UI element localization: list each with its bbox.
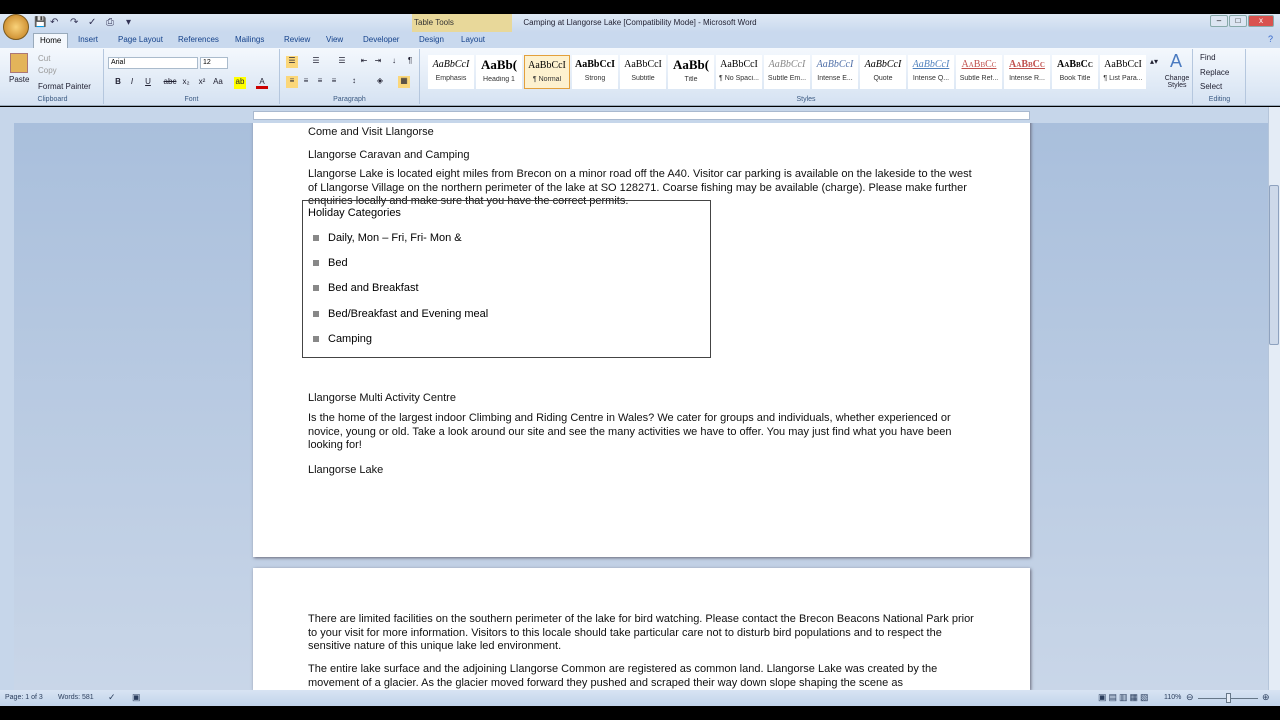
style-sample: AaBbCcI xyxy=(1104,59,1142,70)
increase-indent-button[interactable]: ⇥ xyxy=(374,56,382,65)
holiday-categories-box xyxy=(302,200,711,358)
style-name: Book Title xyxy=(1059,75,1091,82)
cut-button[interactable]: Cut xyxy=(38,54,51,63)
scrollbar-thumb[interactable] xyxy=(1269,185,1279,345)
justify-button[interactable]: ≡ xyxy=(331,76,337,85)
minimize-button[interactable]: – xyxy=(1210,15,1228,27)
style-sample: AaBbCcI xyxy=(574,59,615,70)
style-title[interactable] xyxy=(668,55,714,89)
tab-references[interactable]: References xyxy=(178,35,219,44)
style-intense-emphasis[interactable] xyxy=(812,55,858,89)
style-sample: AaBb( xyxy=(480,57,518,72)
paste-icon[interactable] xyxy=(10,53,28,73)
font-size-select[interactable]: 12 xyxy=(200,57,228,69)
shading-button[interactable]: ◈ xyxy=(376,76,384,85)
style-sample: AaBbCcI xyxy=(864,59,902,70)
font-group xyxy=(104,49,280,104)
style-sample: AaBbCcI xyxy=(720,59,758,70)
zoom-out-icon[interactable]: ⊖ xyxy=(1186,692,1194,702)
style-name: Subtitle xyxy=(631,75,655,82)
zoom-in-icon[interactable]: ⊕ xyxy=(1262,692,1270,702)
font-color-button[interactable]: A xyxy=(256,77,268,89)
paragraph-location: Llangorse Lake is located eight miles from Brecon on a minor road off the A40. Visitor car parking is available on the lakeside to the west of Llangorse Village on the northern perimeter of the lake at SO 128271. Coarse fishing may be available (charge). Please make further enquiries locally and make sure that you have the correct permits. xyxy=(308,168,972,207)
paragraph-label: Paragraph xyxy=(333,96,366,103)
spelling-icon[interactable]: ✓ xyxy=(88,17,97,28)
zoom-slider-thumb[interactable] xyxy=(1226,693,1231,703)
style-name: Emphasis xyxy=(435,75,467,82)
undo-icon[interactable]: ↶ xyxy=(50,17,59,28)
paragraph-activity: Is the home of the largest indoor Climbing and Riding Centre in Wales? We cater for groups and individuals, whether experienced or novice, young or old. Take a look around our site and see the many activities we have to offer. You may just find what you have been looking for! xyxy=(308,412,952,451)
style-sample: AaBb( xyxy=(672,57,710,72)
center-button[interactable]: ≡ xyxy=(303,76,309,85)
tab-layout[interactable]: Layout xyxy=(461,35,486,44)
word-count[interactable]: Words: 581 xyxy=(58,694,94,701)
vertical-ruler[interactable] xyxy=(0,123,14,690)
tab-developer[interactable]: Developer xyxy=(363,35,400,44)
styles-group xyxy=(420,49,1193,104)
style-sample: AaBbCc xyxy=(1057,59,1093,70)
paste-button[interactable]: Paste xyxy=(9,75,30,84)
style-sample: AaBbCcI xyxy=(432,59,470,70)
styles-scroll-button[interactable]: ▴▾ xyxy=(1150,57,1159,66)
style-name: ¶ List Para... xyxy=(1103,75,1143,82)
list-item: Bed and Breakfast xyxy=(328,282,419,294)
paragraph-common-land: The entire lake surface and the adjoining Llangorse Common are registered as common land. Llangorse Lake was created by the movement of a glacier. As the glacier moved forward they pushed and scraped their way down slope shaping the scene as xyxy=(308,663,938,689)
ribbon-tabs xyxy=(0,32,1280,48)
highlight-button[interactable]: ab xyxy=(234,77,246,89)
heading-activity-centre: Llangorse Multi Activity Centre xyxy=(308,392,456,404)
find-button[interactable]: Find xyxy=(1200,53,1216,62)
style-intense-quote[interactable] xyxy=(908,55,954,89)
align-right-button[interactable]: ≡ xyxy=(317,76,323,85)
style-sample: AaBbCcI xyxy=(528,60,566,71)
bullets-button[interactable]: ☰ xyxy=(286,56,298,68)
style-sample: AaBbCc xyxy=(1009,59,1045,70)
style-sample: AaBbCc xyxy=(961,59,997,70)
tab-review[interactable]: Review xyxy=(284,35,311,44)
editing-group xyxy=(1194,49,1246,104)
subheading-caravan: Llangorse Caravan and Camping xyxy=(308,149,470,161)
style-list-paragraph[interactable] xyxy=(1100,55,1146,89)
style-name: Heading 1 xyxy=(483,76,515,83)
style-name: Strong xyxy=(584,75,606,82)
view-buttons[interactable]: ▣▤▥▦▧ xyxy=(1098,692,1151,702)
borders-button[interactable]: ▦ xyxy=(398,76,410,88)
save-icon[interactable]: 💾 xyxy=(34,17,47,28)
strikethrough-button[interactable]: abc xyxy=(163,77,177,86)
style-name: Intense Q... xyxy=(912,75,950,82)
copy-button[interactable]: Copy xyxy=(38,66,57,75)
style-sample: AaBbCcI xyxy=(624,59,662,70)
list-item: Bed/Breakfast and Evening meal xyxy=(328,308,489,320)
customize-qat[interactable]: ▾ xyxy=(126,17,132,28)
tab-design[interactable]: Design xyxy=(419,35,444,44)
proofing-icon[interactable]: ✓ xyxy=(108,692,116,702)
format-painter-button[interactable]: Format Painter xyxy=(38,82,91,91)
style-name: ¶ No Spaci... xyxy=(719,75,759,82)
style-intense-reference[interactable] xyxy=(1004,55,1050,89)
document-area xyxy=(14,123,1268,690)
help-icon[interactable]: ? xyxy=(1268,34,1274,44)
style-subtle-reference[interactable] xyxy=(956,55,1002,89)
table-tools-label: Table Tools xyxy=(412,14,512,32)
style-book-title[interactable] xyxy=(1052,55,1098,89)
style-emphasis[interactable] xyxy=(428,55,474,89)
tab-view[interactable]: View xyxy=(326,35,344,44)
macro-icon[interactable]: ▣ xyxy=(132,692,141,702)
bullet-icon xyxy=(313,311,319,317)
style-name: Title xyxy=(684,76,698,83)
style-heading-1[interactable] xyxy=(476,55,522,89)
style-name: Quote xyxy=(873,75,893,82)
zoom-level[interactable]: 110% xyxy=(1164,694,1182,701)
font-label: Font xyxy=(184,96,199,103)
heading-llangorse-lake: Llangorse Lake xyxy=(308,464,384,476)
maximize-button[interactable]: □ xyxy=(1229,15,1247,27)
clipboard-group xyxy=(2,49,104,104)
underline-button[interactable]: U xyxy=(145,77,151,86)
numbering-button[interactable]: ☰ xyxy=(312,56,320,65)
status-bar xyxy=(0,690,1280,706)
style-name: Intense E... xyxy=(817,75,853,82)
bullet-icon xyxy=(313,260,319,266)
change-styles-button[interactable]: Change Styles xyxy=(1164,75,1190,89)
select-button[interactable]: Select xyxy=(1200,82,1223,91)
clipboard-label: Clipboard xyxy=(37,96,68,103)
style-name: Intense R... xyxy=(1009,75,1045,82)
align-left-button[interactable]: ≡ xyxy=(286,76,298,88)
show-hide-button[interactable]: ¶ xyxy=(407,56,413,65)
style-sample: AaBbCcI xyxy=(768,59,806,70)
list-item: Daily, Mon – Fri, Fri- Mon & xyxy=(328,232,462,244)
bullet-icon xyxy=(313,336,319,342)
close-button[interactable]: x xyxy=(1248,15,1274,27)
tab-home[interactable]: Home xyxy=(33,33,68,48)
heading-come-and-visit: Come and Visit Llangorse xyxy=(308,126,434,138)
style-name: ¶ Normal xyxy=(532,76,562,83)
ruler-scale[interactable] xyxy=(253,111,1030,120)
line-spacing-button[interactable]: ↕ xyxy=(352,76,356,85)
list-item: Camping xyxy=(328,333,373,345)
italic-button[interactable]: I xyxy=(130,77,134,86)
list-item: Bed xyxy=(328,257,348,269)
font-name-select[interactable]: Arial xyxy=(108,57,198,69)
style-name: Subtle Em... xyxy=(767,75,807,82)
window-title: Camping at Llangorse Lake [Compatibility Mode] - Microsoft Word xyxy=(523,18,757,27)
decrease-indent-button[interactable]: ⇤ xyxy=(360,56,368,65)
subscript-button[interactable]: x₂ xyxy=(182,77,190,86)
replace-button[interactable]: Replace xyxy=(1200,68,1230,77)
style-quote[interactable] xyxy=(860,55,906,89)
style-sample: AaBbCcI xyxy=(912,59,950,70)
bullet-icon xyxy=(313,235,319,241)
style-sample: AaBbCcI xyxy=(816,59,854,70)
ribbon xyxy=(0,48,1280,106)
change-case-button[interactable]: Aa xyxy=(213,77,223,86)
style-subtitle[interactable] xyxy=(620,55,666,89)
style-strong[interactable] xyxy=(572,55,618,89)
style-name: Subtle Ref... xyxy=(959,75,999,82)
bold-button[interactable]: B xyxy=(115,77,121,86)
sort-button[interactable]: ↓ xyxy=(392,56,396,65)
page-1[interactable] xyxy=(253,123,1030,557)
style-normal[interactable] xyxy=(524,55,570,89)
page-2[interactable] xyxy=(253,568,1030,690)
tab-insert[interactable]: Insert xyxy=(78,35,99,44)
box-title: Holiday Categories xyxy=(308,207,401,219)
redo-icon[interactable]: ↷ xyxy=(70,17,79,28)
style-no-spacing[interactable] xyxy=(716,55,762,89)
tab-mailings[interactable]: Mailings xyxy=(235,35,265,44)
change-styles-icon[interactable]: A xyxy=(1170,51,1183,71)
page-count[interactable]: Page: 1 of 3 xyxy=(5,694,43,701)
editing-label: Editing xyxy=(1208,96,1231,103)
paragraph-bird-watching: There are limited facilities on the southern perimeter of the lake for bird watching. Please contact the Brecon Beacons National Park prior to your visit for more information. Visitors to this locale should take particular care not to disturb bird populations and to respect the sensitive nature of this unique lake led environment. xyxy=(308,613,974,652)
styles-label: Styles xyxy=(796,96,816,103)
bullet-icon xyxy=(313,285,319,291)
office-button[interactable] xyxy=(3,14,29,40)
paragraph-group xyxy=(280,49,420,104)
superscript-button[interactable]: x² xyxy=(198,77,206,86)
print-icon[interactable]: ⎙ xyxy=(106,17,114,28)
tab-page-layout[interactable]: Page Layout xyxy=(118,35,163,44)
style-subtle-emphasis[interactable] xyxy=(764,55,810,89)
multilevel-list-button[interactable]: ☰ xyxy=(338,56,346,65)
